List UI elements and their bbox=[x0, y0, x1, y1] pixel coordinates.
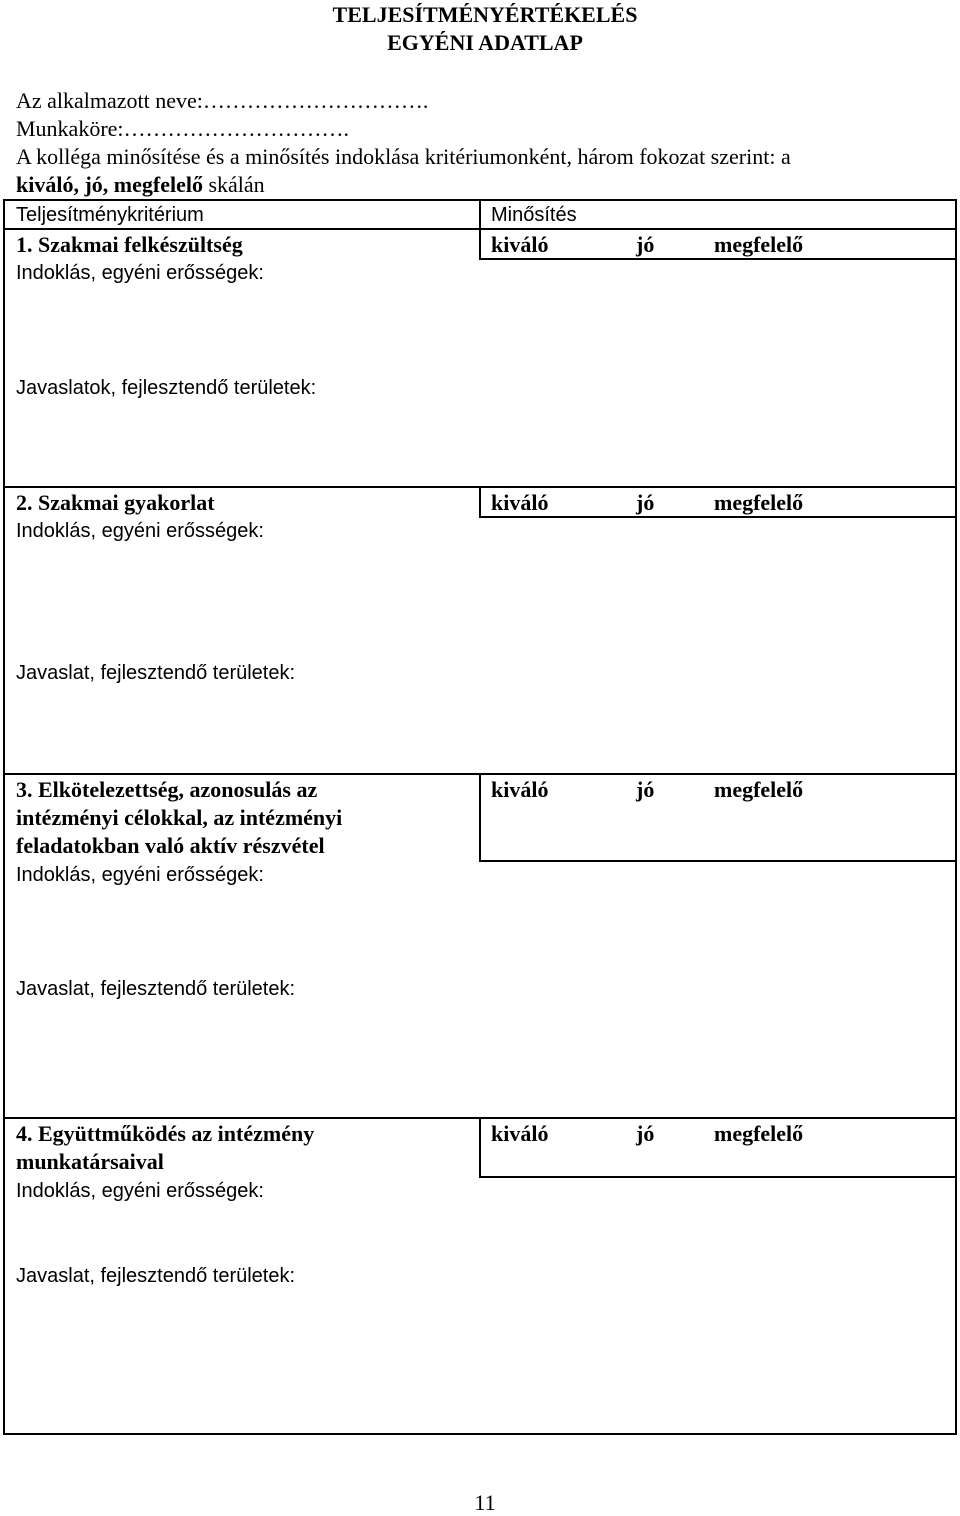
document-title-line-2: EGYÉNI ADATLAP bbox=[387, 30, 583, 55]
criterion-title-line-3: feladatokban való aktív részvétel bbox=[16, 833, 325, 858]
page-number: 11 bbox=[474, 1490, 496, 1515]
rating-option-good[interactable]: jó bbox=[636, 1121, 655, 1146]
rating-option-excellent[interactable]: kiváló bbox=[491, 490, 549, 515]
suggestion-label: Javaslat, fejlesztendő területek: bbox=[16, 978, 296, 1000]
rating-cell-bottom bbox=[479, 516, 957, 518]
intro-scale-rest: skálán bbox=[202, 172, 265, 197]
justification-label: Indoklás, egyéni erősségek: bbox=[16, 262, 264, 284]
suggestion-label: Javaslat, fejlesztendő területek: bbox=[16, 662, 296, 684]
rating-option-excellent[interactable]: kiváló bbox=[491, 232, 549, 257]
intro-text: A kolléga minősítése és a minősítés indoklása kritériumonként, három fokozat szerint: a bbox=[16, 144, 791, 169]
rating-option-good[interactable]: jó bbox=[636, 232, 655, 257]
criterion-title-line-1: 4. Együttműködés az intézmény bbox=[16, 1121, 315, 1146]
criterion-title: 1. Szakmai felkészültség bbox=[16, 232, 243, 257]
rating-option-adequate[interactable]: megfelelő bbox=[714, 1121, 804, 1146]
justification-label: Indoklás, egyéni erősségek: bbox=[16, 520, 264, 542]
table-border-left bbox=[3, 199, 5, 1435]
rating-option-good[interactable]: jó bbox=[636, 777, 655, 802]
table-border-right bbox=[955, 199, 957, 1435]
rating-divider bbox=[479, 228, 481, 260]
justification-label: Indoklás, egyéni erősségek: bbox=[16, 864, 264, 886]
rating-cell-bottom bbox=[479, 1176, 957, 1178]
header-criterion: Teljesítménykritérium bbox=[16, 204, 204, 226]
suggestion-label: Javaslat, fejlesztendő területek: bbox=[16, 1265, 296, 1287]
rating-cell-bottom bbox=[479, 860, 957, 862]
table-border-bottom bbox=[3, 1433, 957, 1435]
criterion-title-line-1: 3. Elkötelezettség, azonosulás az bbox=[16, 777, 318, 802]
job-label: Munkaköre:…………………………. bbox=[16, 116, 350, 141]
rating-divider bbox=[479, 486, 481, 518]
rating-divider bbox=[479, 773, 481, 862]
suggestion-label: Javaslatok, fejlesztendő területek: bbox=[16, 377, 317, 399]
header-divider bbox=[479, 199, 481, 229]
criterion-title: 2. Szakmai gyakorlat bbox=[16, 490, 215, 515]
criterion-title-line-2: intézményi célokkal, az intézményi bbox=[16, 805, 343, 830]
intro-scale-line bbox=[16, 172, 265, 198]
rating-option-good[interactable]: jó bbox=[636, 490, 655, 515]
intro-scale-bold: kiváló, jó, megfelelő bbox=[16, 172, 203, 197]
header-rating: Minősítés bbox=[491, 204, 577, 226]
rating-divider bbox=[479, 1117, 481, 1178]
criterion-title-line-2: munkatársaival bbox=[16, 1149, 164, 1174]
rating-option-adequate[interactable]: megfelelő bbox=[714, 777, 804, 802]
document-title-line-1: TELJESÍTMÉNYÉRTÉKELÉS bbox=[332, 2, 638, 27]
rating-option-excellent[interactable]: kiváló bbox=[491, 1121, 549, 1146]
rating-cell-bottom bbox=[479, 258, 957, 260]
employee-name-label: Az alkalmazott neve:…………………………. bbox=[16, 88, 429, 113]
rating-option-adequate[interactable]: megfelelő bbox=[714, 490, 804, 515]
rating-option-adequate[interactable]: megfelelő bbox=[714, 232, 804, 257]
rating-option-excellent[interactable]: kiváló bbox=[491, 777, 549, 802]
justification-label: Indoklás, egyéni erősségek: bbox=[16, 1180, 264, 1202]
